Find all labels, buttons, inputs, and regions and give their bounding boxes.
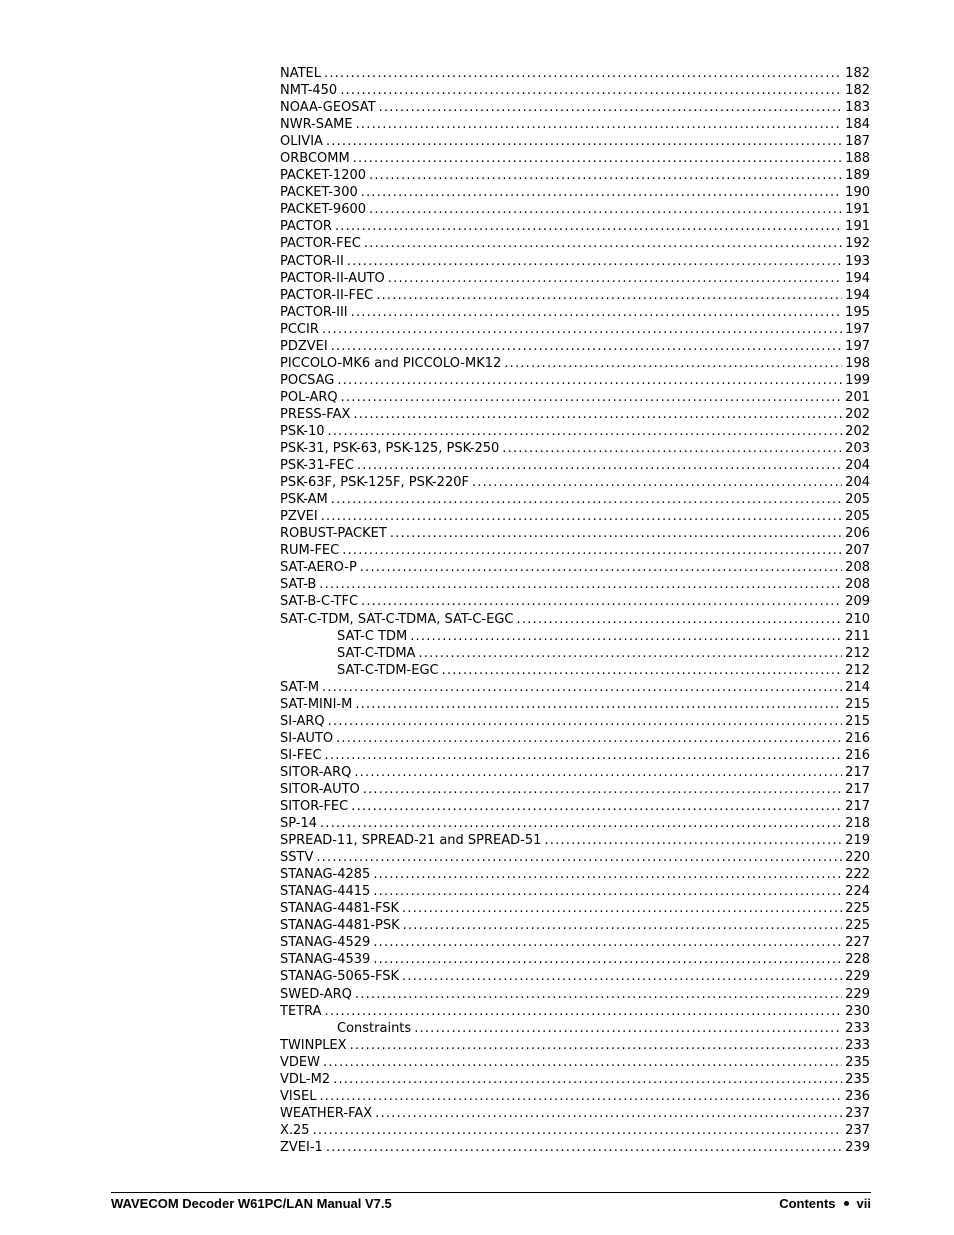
toc-entry[interactable] [280, 201, 870, 218]
toc-leader-dots [326, 133, 842, 150]
toc-leader-dots [353, 406, 842, 423]
toc-leader-dots [360, 559, 842, 576]
toc-entry-page: 193 [845, 253, 870, 269]
toc-entry[interactable] [280, 713, 870, 730]
toc-entry[interactable] [280, 1020, 870, 1037]
toc-leader-dots [402, 968, 842, 985]
toc-entry-page: 195 [845, 304, 870, 320]
toc-entry[interactable] [280, 457, 870, 474]
toc-entry[interactable] [280, 82, 870, 99]
toc-entry[interactable] [280, 218, 870, 235]
toc-leader-dots [322, 321, 842, 338]
toc-entry-page: 197 [845, 338, 870, 354]
toc-entry[interactable] [280, 372, 870, 389]
toc-entry[interactable] [280, 167, 870, 184]
toc-entry-page: 191 [845, 219, 870, 235]
toc-leader-dots [363, 781, 842, 798]
toc-entry-page: 224 [845, 884, 870, 900]
toc-entry[interactable] [280, 491, 870, 508]
toc-entry[interactable] [280, 764, 870, 781]
toc-entry-title: SAT-MINI-M [280, 696, 353, 712]
toc-leader-dots [326, 1139, 842, 1156]
toc-entry-page: 229 [845, 986, 870, 1002]
toc-entry-title: X.25 [280, 1122, 310, 1138]
toc-leader-dots [337, 372, 842, 389]
toc-entry-page: 182 [845, 83, 870, 99]
toc-entry-page: 216 [845, 747, 870, 763]
toc-leader-dots [356, 116, 843, 133]
toc-entry-title: STANAG-5065-FSK [280, 969, 400, 985]
toc-entry[interactable] [280, 866, 870, 883]
toc-entry-title: SITOR-AUTO [280, 781, 360, 797]
toc-entry-title: PDZVEI [280, 338, 328, 354]
toc-entry-title: STANAG-4481-PSK [280, 918, 400, 934]
toc-leader-dots [340, 82, 842, 99]
toc-leader-dots [341, 389, 843, 406]
toc-entry[interactable] [280, 133, 870, 150]
toc-leader-dots [325, 747, 843, 764]
toc-entry[interactable] [280, 474, 870, 491]
toc-leader-dots [342, 542, 842, 559]
toc-entry-title: PACKET-9600 [280, 202, 367, 218]
toc-entry[interactable] [280, 628, 870, 645]
toc-entry-title: Constraints [337, 1020, 412, 1036]
toc-entry[interactable] [280, 934, 870, 951]
toc-entry-title: PACTOR-II-AUTO [280, 270, 385, 286]
toc-entry-title: PACTOR-FEC [280, 236, 361, 252]
toc-entry-title: SWED-ARQ [280, 986, 352, 1002]
toc-leader-dots [331, 491, 842, 508]
toc-leader-dots [355, 986, 842, 1003]
toc-entry-title: SAT-AERO-P [280, 560, 357, 576]
toc-entry-page: 215 [845, 696, 870, 712]
toc-entry[interactable] [280, 559, 870, 576]
table-of-contents [280, 65, 870, 1156]
toc-entry-page: 217 [845, 799, 870, 815]
toc-entry[interactable] [280, 611, 870, 628]
toc-entry-page: 209 [845, 594, 870, 610]
toc-entry-title: STANAG-4285 [280, 867, 371, 883]
toc-entry-page: 187 [845, 134, 870, 150]
toc-entry-page: 233 [845, 1037, 870, 1053]
toc-leader-dots [403, 917, 843, 934]
toc-leader-dots [323, 1054, 842, 1071]
toc-leader-dots [335, 218, 842, 235]
toc-entry[interactable] [280, 304, 870, 321]
toc-entry[interactable] [280, 662, 870, 679]
toc-entry-page: 203 [845, 441, 870, 457]
toc-entry-title: SP-14 [280, 816, 318, 832]
toc-leader-dots [347, 253, 842, 270]
footer-section-label: Contents [779, 1196, 836, 1211]
toc-leader-dots [373, 883, 842, 900]
toc-entry-title: PSK-63F, PSK-125F, PSK-220F [280, 475, 469, 491]
toc-entry-page: 237 [845, 1105, 870, 1121]
toc-entry-title: PACTOR-II-FEC [280, 287, 374, 303]
toc-entry-page: 201 [845, 389, 870, 405]
toc-entry-title: PSK-31, PSK-63, PSK-125, PSK-250 [280, 441, 500, 457]
toc-leader-dots [390, 525, 842, 542]
toc-entry[interactable] [280, 576, 870, 593]
page-footer [111, 1196, 871, 1211]
toc-entry-title: NWR-SAME [280, 117, 353, 133]
toc-leader-dots [319, 576, 842, 593]
toc-entry-title: PZVEI [280, 509, 318, 525]
toc-entry[interactable] [280, 1122, 870, 1139]
toc-entry-title: PSK-AM [280, 492, 328, 508]
toc-entry-title: TWINPLEX [280, 1037, 347, 1053]
toc-entry[interactable] [280, 406, 870, 423]
toc-entry-page: 198 [845, 355, 870, 371]
toc-entry[interactable] [280, 150, 870, 167]
toc-entry[interactable] [280, 645, 870, 662]
toc-entry-page: 202 [845, 406, 870, 422]
toc-entry-page: 216 [845, 730, 870, 746]
toc-entry-title: PRESS-FAX [280, 406, 351, 422]
toc-entry-page: 205 [845, 492, 870, 508]
toc-entry-title: SI-ARQ [280, 713, 325, 729]
toc-leader-dots [321, 508, 842, 525]
toc-entry-page: 219 [845, 833, 870, 849]
toc-entry-title: RUM-FEC [280, 543, 340, 559]
toc-entry-page: 230 [845, 1003, 870, 1019]
toc-leader-dots [351, 304, 843, 321]
toc-leader-dots [442, 662, 843, 679]
toc-leader-dots [418, 645, 842, 662]
toc-entry-page: 210 [845, 611, 870, 627]
toc-entry-page: 182 [845, 66, 870, 81]
toc-leader-dots [373, 934, 842, 951]
toc-entry[interactable] [280, 747, 870, 764]
toc-leader-dots [328, 713, 843, 730]
toc-entry[interactable] [280, 355, 870, 372]
toc-entry[interactable] [280, 798, 870, 815]
toc-entry[interactable] [280, 99, 870, 116]
toc-entry-title: PACTOR [280, 219, 332, 235]
toc-entry-title: SI-AUTO [280, 730, 334, 746]
toc-entry-page: 229 [845, 969, 870, 985]
toc-leader-dots [357, 457, 842, 474]
toc-entry-page: 184 [845, 117, 870, 133]
footer-manual-title: WAVECOM Decoder W61PC/LAN Manual V7.5 [111, 1196, 392, 1211]
toc-leader-dots [410, 628, 842, 645]
toc-entry[interactable] [280, 235, 870, 252]
toc-entry-page: 217 [845, 764, 870, 780]
toc-entry[interactable] [280, 849, 870, 866]
toc-entry-title: STANAG-4529 [280, 935, 371, 951]
toc-entry-page: 194 [845, 287, 870, 303]
toc-entry-title: PACKET-1200 [280, 168, 367, 184]
toc-entry-title: ROBUST-PACKET [280, 526, 387, 542]
toc-entry[interactable] [280, 1088, 870, 1105]
toc-leader-dots [364, 235, 842, 252]
toc-leader-dots [325, 1003, 843, 1020]
toc-leader-dots [313, 1122, 843, 1139]
toc-entry-page: 190 [845, 185, 870, 201]
toc-entry[interactable] [280, 900, 870, 917]
toc-leader-dots [324, 65, 842, 82]
toc-entry[interactable] [280, 270, 870, 287]
toc-entry[interactable] [280, 815, 870, 832]
toc-entry-title: SAT-B [280, 577, 317, 593]
toc-entry-page: 237 [845, 1122, 870, 1138]
toc-entry[interactable] [280, 1054, 870, 1071]
toc-leader-dots [373, 951, 842, 968]
toc-entry-title: PACKET-300 [280, 185, 358, 201]
toc-leader-dots [322, 679, 842, 696]
toc-entry[interactable] [280, 1071, 870, 1088]
toc-entry-title: SPREAD-11, SPREAD-21 and SPREAD-51 [280, 833, 542, 849]
toc-entry-page: 214 [845, 679, 870, 695]
toc-entry-title: PSK-10 [280, 423, 325, 439]
toc-leader-dots [369, 167, 842, 184]
toc-entry-title: NATEL [280, 66, 322, 81]
toc-entry[interactable] [280, 253, 870, 270]
toc-entry-page: 192 [845, 236, 870, 252]
toc-entry[interactable] [280, 423, 870, 440]
toc-entry-page: 197 [845, 321, 870, 337]
toc-entry-title: SI-FEC [280, 747, 322, 763]
toc-entry-page: 207 [845, 543, 870, 559]
toc-entry[interactable] [280, 832, 870, 849]
toc-entry[interactable] [280, 542, 870, 559]
toc-entry-title: SITOR-FEC [280, 799, 349, 815]
toc-leader-dots [361, 593, 842, 610]
toc-entry[interactable] [280, 781, 870, 798]
toc-entry-page: 191 [845, 202, 870, 218]
toc-entry-title: SAT-M [280, 679, 320, 695]
toc-entry-page: 208 [845, 577, 870, 593]
toc-leader-dots [373, 866, 842, 883]
toc-entry-title: SAT-C-TDM-EGC [337, 662, 439, 678]
toc-leader-dots [388, 270, 842, 287]
toc-entry-page: 183 [845, 100, 870, 116]
toc-entry-title: VDEW [280, 1054, 320, 1070]
toc-entry-page: 225 [845, 901, 870, 917]
toc-entry[interactable] [280, 287, 870, 304]
toc-leader-dots [320, 815, 842, 832]
toc-entry-page: 233 [845, 1020, 870, 1036]
toc-entry-title: SAT-C TDM [337, 628, 408, 644]
toc-entry[interactable] [280, 730, 870, 747]
toc-entry-title: STANAG-4539 [280, 952, 371, 968]
toc-leader-dots [351, 798, 842, 815]
footer-divider [111, 1192, 871, 1193]
toc-entry-title: ZVEI-1 [280, 1139, 323, 1155]
toc-entry[interactable] [280, 917, 870, 934]
toc-entry-page: 205 [845, 509, 870, 525]
toc-leader-dots [333, 1071, 842, 1088]
toc-entry-page: 202 [845, 423, 870, 439]
toc-leader-dots [502, 440, 842, 457]
toc-entry-title: OLIVIA [280, 134, 323, 150]
toc-entry[interactable] [280, 593, 870, 610]
toc-leader-dots [472, 474, 842, 491]
toc-entry-title: STANAG-4415 [280, 884, 371, 900]
toc-entry[interactable] [280, 1037, 870, 1054]
toc-entry[interactable] [280, 883, 870, 900]
toc-entry-page: 235 [845, 1054, 870, 1070]
toc-leader-dots [316, 849, 842, 866]
toc-entry[interactable] [280, 1003, 870, 1020]
toc-leader-dots [402, 900, 842, 917]
toc-leader-dots [504, 355, 842, 372]
toc-entry-page: 204 [845, 475, 870, 491]
toc-entry[interactable] [280, 440, 870, 457]
toc-entry-title: PICCOLO-MK6 and PICCOLO-MK12 [280, 355, 502, 371]
toc-entry-page: 189 [845, 168, 870, 184]
toc-leader-dots [361, 184, 842, 201]
toc-entry-title: POCSAG [280, 372, 335, 388]
toc-entry-title: VISEL [280, 1088, 317, 1104]
toc-entry-title: SAT-C-TDMA [337, 645, 416, 661]
toc-leader-dots [353, 150, 842, 167]
toc-entry-page: 236 [845, 1088, 870, 1104]
toc-entry-title: PACTOR-III [280, 304, 348, 320]
footer-section [779, 1196, 871, 1211]
toc-leader-dots [375, 1105, 842, 1122]
toc-entry-page: 212 [845, 662, 870, 678]
toc-entry-page: 217 [845, 781, 870, 797]
toc-entry-page: 188 [845, 151, 870, 167]
toc-entry-title: ORBCOMM [280, 151, 350, 167]
toc-leader-dots [414, 1020, 842, 1037]
toc-entry-title: VDL-M2 [280, 1071, 331, 1087]
footer-page-number: vii [856, 1196, 871, 1211]
toc-entry[interactable] [280, 986, 870, 1003]
toc-leader-dots [319, 1088, 842, 1105]
toc-entry-page: 228 [845, 952, 870, 968]
toc-leader-dots [379, 99, 843, 116]
toc-leader-dots [336, 730, 842, 747]
toc-entry[interactable] [280, 338, 870, 355]
toc-entry[interactable] [280, 525, 870, 542]
toc-entry-page: 235 [845, 1071, 870, 1087]
toc-entry-title: STANAG-4481-FSK [280, 901, 400, 917]
toc-entry[interactable] [280, 389, 870, 406]
toc-entry-page: 208 [845, 560, 870, 576]
toc-entry-title: SAT-B-C-TFC [280, 594, 359, 610]
toc-entry[interactable] [280, 1105, 870, 1122]
toc-leader-dots [355, 696, 842, 713]
toc-entry[interactable] [280, 968, 870, 985]
toc-leader-dots [369, 201, 842, 218]
toc-leader-dots [376, 287, 842, 304]
toc-entry-page: 194 [845, 270, 870, 286]
toc-entry-page: 220 [845, 850, 870, 866]
toc-entry-page: 206 [845, 526, 870, 542]
toc-entry-page: 222 [845, 867, 870, 883]
toc-entry[interactable] [280, 321, 870, 338]
toc-entry-title: PSK-31-FEC [280, 458, 354, 474]
toc-entry-page: 225 [845, 918, 870, 934]
toc-entry-page: 227 [845, 935, 870, 951]
toc-leader-dots [354, 764, 842, 781]
toc-leader-dots [350, 1037, 843, 1054]
toc-entry[interactable] [280, 679, 870, 696]
toc-entry-page: 215 [845, 713, 870, 729]
toc-entry-title: POL-ARQ [280, 389, 338, 405]
toc-entry-title: PACTOR-II [280, 253, 344, 269]
toc-leader-dots [331, 338, 842, 355]
toc-leader-dots [544, 832, 842, 849]
toc-entry[interactable] [280, 951, 870, 968]
toc-entry-page: 239 [845, 1139, 870, 1155]
toc-entry[interactable] [280, 65, 870, 82]
toc-entry-title: PCCIR [280, 321, 319, 337]
toc-entry-title: SITOR-ARQ [280, 764, 352, 780]
bullet-icon [844, 1201, 849, 1206]
toc-entry[interactable] [280, 508, 870, 525]
toc-entry[interactable] [280, 116, 870, 133]
toc-entry-title: NOAA-GEOSAT [280, 100, 376, 116]
toc-entry-title: SAT-C-TDM, SAT-C-TDMA, SAT-C-EGC [280, 611, 514, 627]
toc-leader-dots [517, 611, 843, 628]
toc-entry-page: 218 [845, 816, 870, 832]
toc-entry-title: TETRA [280, 1003, 322, 1019]
toc-entry[interactable] [280, 696, 870, 713]
toc-entry-title: WEATHER-FAX [280, 1105, 373, 1121]
toc-leader-dots [327, 423, 842, 440]
toc-entry-title: SSTV [280, 850, 314, 866]
toc-entry[interactable] [280, 1139, 870, 1156]
toc-entry-page: 204 [845, 458, 870, 474]
toc-entry-page: 211 [845, 628, 870, 644]
toc-entry[interactable] [280, 184, 870, 201]
toc-entry-page: 212 [845, 645, 870, 661]
toc-entry-page: 199 [845, 372, 870, 388]
toc-entry-title: NMT-450 [280, 83, 338, 99]
